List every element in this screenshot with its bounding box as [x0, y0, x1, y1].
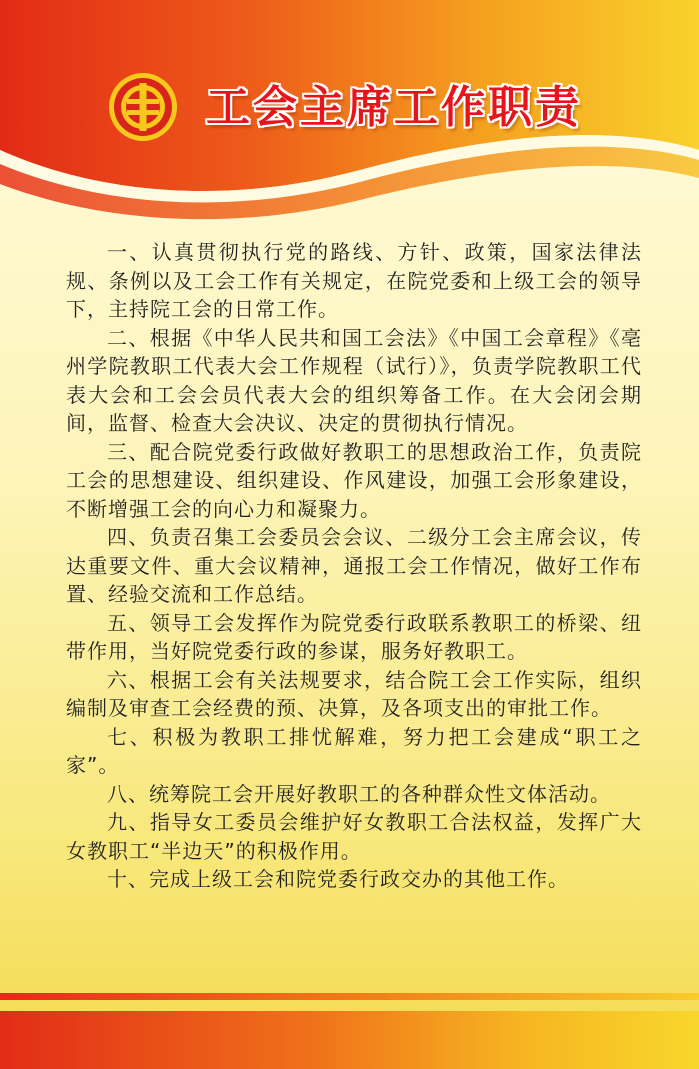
- duty-paragraph: 六、根据工会有关法规要求，结合院工会工作实际，组织编制及审查工会经费的预、决算，及各项支出的审批工作。: [66, 667, 642, 720]
- duty-paragraph: 八、统筹院工会开展好教职工的各种群众性文体活动。: [107, 781, 611, 806]
- duty-paragraph: 四、负责召集工会委员会会议、二级分工会主席会议，传达重要文件、重大会议精神，通报工会工作情况，做好工作布置、经验交流和工作总结。: [66, 525, 642, 606]
- trade-union-emblem-icon: [108, 72, 178, 142]
- duty-paragraph: 十、完成上级工会和院党委行政交办的其他工作。: [107, 867, 569, 891]
- footer-stripe-thick: [0, 1011, 699, 1069]
- duty-paragraph: 七、积极为教职工排忧解难，努力把工会建成“职工之家”。: [66, 724, 642, 777]
- duty-paragraph: 一、认真贯彻执行党的路线、方针、政策，国家法律法规、条例以及工会工作有关规定，在院党委和上级工会的领导下，主持院工会的日常工作。: [66, 240, 642, 321]
- page-title: 工会主席工作职责: [206, 82, 582, 133]
- duties-list: [66, 238, 642, 894]
- duty-paragraph: 三、配合院党委行政做好教职工的思想政治工作，负责院工会的思想建设、组织建设、作风建设，加强工会形象建设，不断增强工会的向心力和凝聚力。: [66, 439, 642, 521]
- duty-paragraph: 五、领导工会发挥作为院党委行政联系教职工的桥梁、纽带作用，当好院党委行政的参谋，服务好教职工。: [66, 610, 642, 663]
- duty-paragraph: 九、指导女工委员会维护好女教职工合法权益，发挥广大女教职工“半边天”的积极作用。: [66, 810, 642, 863]
- footer-stripe-thin: [0, 993, 699, 1000]
- duty-paragraph: 二、根据《中华人民共和国工会法》《中国工会章程》《亳州学院教职工代表大会工作规程（试行）》，负责学院教职工代表大会和工会会员代表大会的组织筹备工作。在大会闭会期间，监督、检查大会决议、决定的贯彻执行情况。: [66, 325, 642, 435]
